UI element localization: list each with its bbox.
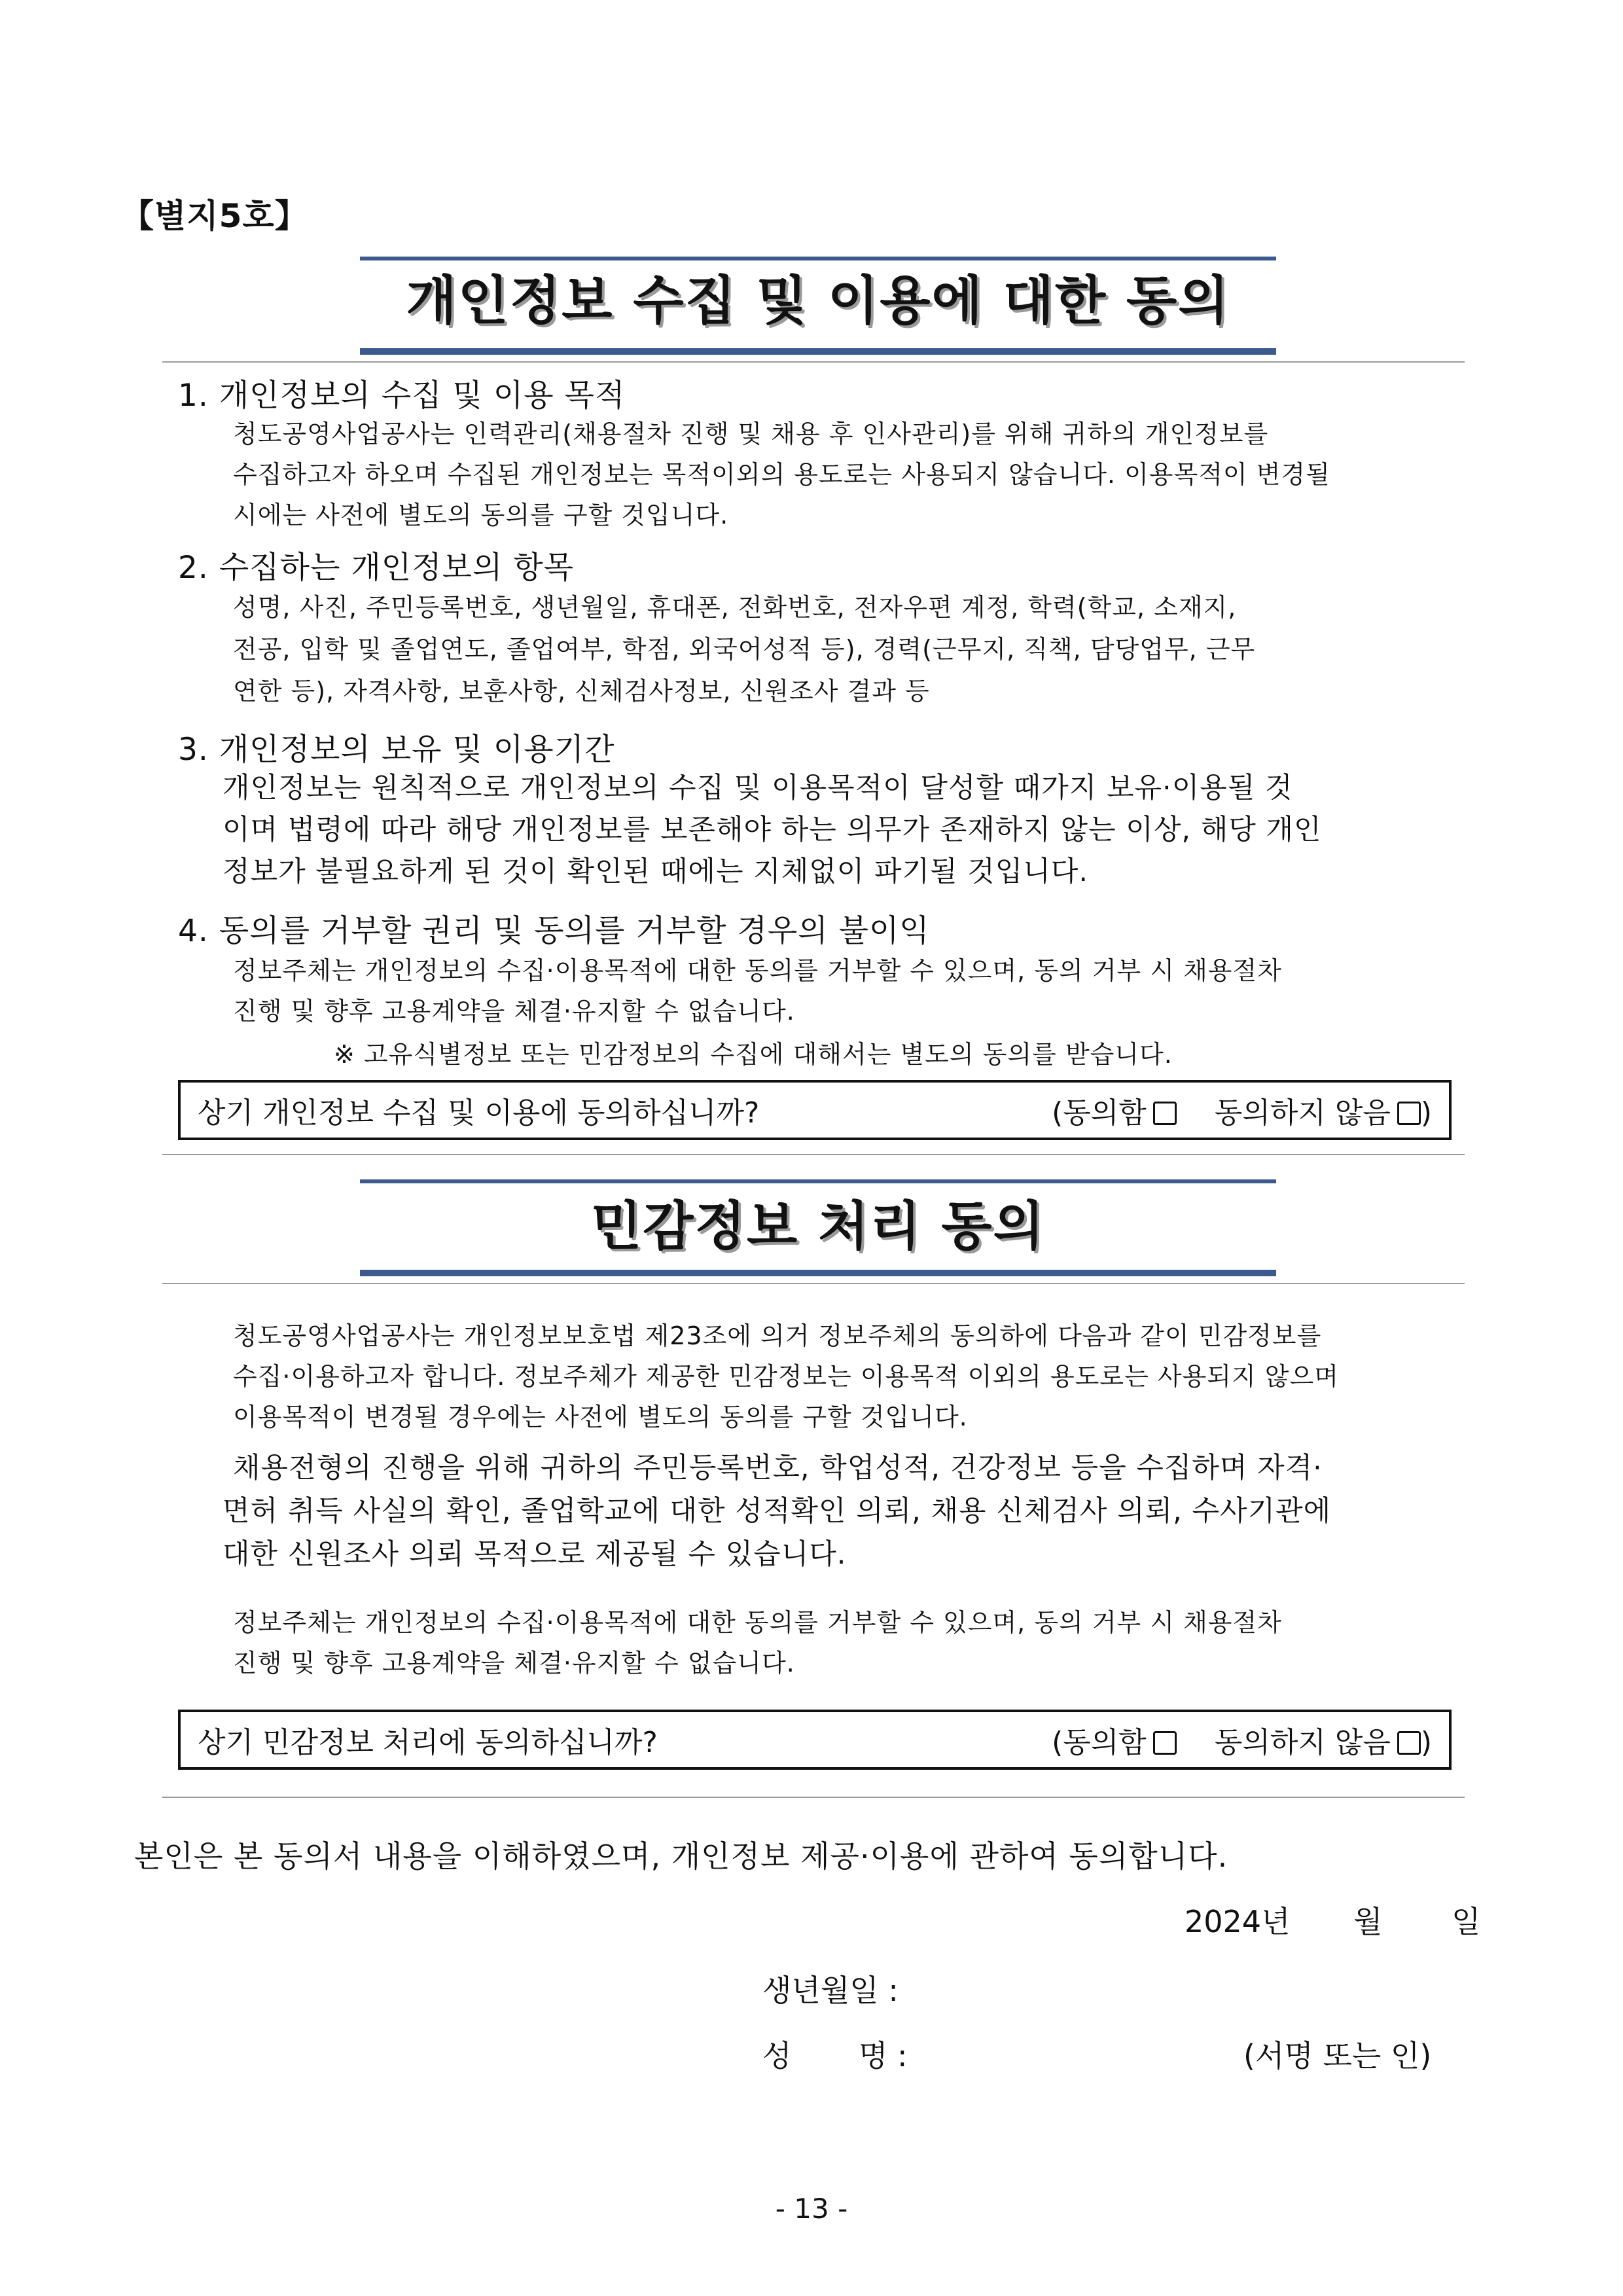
open-paren: ( [1052, 1726, 1063, 1759]
disagree-checkbox[interactable] [1397, 1102, 1421, 1125]
text-line: 진행 및 향후 고용계약을 체결·유지할 수 없습니다. [233, 1649, 795, 1677]
date-month: 월 [1353, 1904, 1383, 1939]
consent-question: 상기 개인정보 수집 및 이용에 동의하십니까? [198, 1096, 760, 1130]
close-paren: ) [1420, 1096, 1432, 1130]
text-line: 연한 등), 자격사항, 보훈사항, 신체검사정보, 신원조사 결과 등 [233, 677, 930, 706]
name-label-part1: 성 [762, 2038, 792, 2073]
divider [162, 1154, 1465, 1155]
agree-checkbox[interactable] [1153, 1731, 1177, 1755]
section1-item3-heading: 3. 개인정보의 보유 및 이용기간 [178, 732, 615, 768]
section1-item4-body [233, 950, 1454, 1031]
text-line: 정보주체는 개인정보의 수집·이용목적에 대한 동의를 거부할 수 있으며, 동의 거부 시 채용절차 [233, 956, 1282, 985]
text-line: 수집·이용하고자 합니다. 정보주체가 제공한 민감정보는 이용목적 이외의 용도로는 사용되지 않으며 [233, 1362, 1339, 1391]
birthdate-label: 생년월일 : [762, 1973, 899, 2008]
signature-hint: (서명 또는 인) [1243, 2038, 1432, 2073]
section1-item1-heading: 1. 개인정보의 수집 및 이용 목적 [178, 378, 626, 414]
text-line: 이용목적이 변경될 경우에는 사전에 별도의 동의를 구할 것입니다. [233, 1403, 968, 1431]
text-line: 청도공영사업공사는 개인정보보호법 제23조에 의거 정보주체의 동의하에 다음과 같이 민감정보를 [233, 1321, 1322, 1350]
disagree-label: 동의하지 않음 [1214, 1726, 1391, 1759]
section1-item1-body [233, 414, 1454, 535]
disagree-label: 동의하지 않음 [1214, 1096, 1391, 1130]
text-line: 청도공영사업공사는 인력관리(채용절차 진행 및 채용 후 인사관리)를 위해 귀하의 개인정보를 [233, 420, 1269, 448]
divider [162, 361, 1465, 363]
section1-title: 개인정보 수집 및 이용에 대한 동의 [406, 270, 1230, 331]
consent-options [1052, 1089, 1432, 1131]
section2-paragraph1 [233, 1316, 1454, 1437]
text-line: 수집하고자 하오며 수집된 개인정보는 목적이외의 용도로는 사용되지 않습니다. 이용목적이 변경될 [233, 460, 1330, 489]
agree-checkbox[interactable] [1153, 1102, 1177, 1125]
text-line: 채용전형의 진행을 위해 귀하의 주민등록번호, 학업성적, 건강정보 등을 수집하며 자격· [233, 1452, 1323, 1484]
close-paren: ) [1420, 1726, 1432, 1759]
section1-item3-body [223, 767, 1453, 893]
title-bottom-rule [360, 1270, 1276, 1276]
agree-label: 동의함 [1063, 1096, 1147, 1130]
text-line: 전공, 입학 및 졸업연도, 졸업여부, 학점, 외국어성적 등), 경력(근무지, 직책, 담당업무, 근무 [233, 635, 1256, 664]
text-line: 대한 신원조사 의뢰 목적으로 제공될 수 있습니다. [223, 1538, 847, 1571]
text-line: 성명, 사진, 주민등록번호, 생년월일, 휴대폰, 전화번호, 전자우편 계정, 학력(학교, 소재지, [233, 593, 1237, 622]
consent-box-personal-info [178, 1080, 1452, 1140]
date-day: 일 [1452, 1904, 1481, 1939]
divider [162, 1283, 1465, 1284]
date-year: 2024년 [1185, 1904, 1291, 1939]
section2-paragraph2 [223, 1446, 1453, 1576]
agree-label: 동의함 [1063, 1726, 1147, 1759]
open-paren: ( [1052, 1096, 1063, 1130]
text-line: 시에는 사전에 별도의 동의를 구할 것입니다. [233, 501, 729, 529]
form-number: 【별지5호】 [121, 197, 308, 235]
text-line: 정보주체는 개인정보의 수집·이용목적에 대한 동의를 거부할 수 있으며, 동의 거부 시 채용절차 [233, 1608, 1282, 1637]
section1-item4-heading: 4. 동의를 거부할 권리 및 동의를 거부할 경우의 불이익 [178, 913, 930, 949]
section1-title-block [360, 257, 1276, 355]
section2-title-block [360, 1179, 1276, 1276]
page-number: - 13 - [775, 2193, 848, 2225]
consent-question: 상기 민감정보 처리에 동의하십니까? [198, 1726, 658, 1759]
title-top-rule [360, 257, 1276, 260]
text-line: 진행 및 향후 고용계약을 체결·유지할 수 없습니다. [233, 997, 795, 1026]
section2-paragraph3 [233, 1602, 1454, 1683]
disagree-checkbox[interactable] [1397, 1731, 1421, 1755]
name-label-part2: 명 : [859, 2038, 908, 2073]
title-top-rule [360, 1179, 1276, 1183]
divider [162, 1797, 1465, 1798]
consent-options [1052, 1719, 1432, 1761]
identification-note: ※ 고유식별정보 또는 민감정보의 수집에 대해서는 별도의 동의를 받습니다. [334, 1040, 1173, 1069]
text-line: 이며 법령에 따라 해당 개인정보를 보존해야 하는 의무가 존재하지 않는 이상, 해당 개인 [223, 814, 1322, 846]
consent-box-sensitive-info [178, 1710, 1452, 1770]
section2-title: 민감정보 처리 동의 [591, 1196, 1045, 1257]
title-bottom-rule [360, 348, 1276, 355]
text-line: 개인정보는 원칙적으로 개인정보의 수집 및 이용목적이 달성할 때가지 보유·이용될 것 [223, 772, 1293, 804]
text-line: 면허 취득 사실의 확인, 졸업학교에 대한 성적확인 의뢰, 채용 신체검사 의뢰, 수사기관에 [223, 1495, 1332, 1528]
section1-item2-heading: 2. 수집하는 개인정보의 항목 [178, 550, 575, 586]
section1-item2-body [233, 586, 1454, 712]
text-line: 정보가 불필요하게 된 것이 확인된 때에는 지체없이 파기될 것입니다. [223, 855, 1089, 888]
closing-statement: 본인은 본 동의서 내용을 이해하였으며, 개인정보 제공·이용에 관하여 동의합니다. [134, 1839, 1228, 1874]
